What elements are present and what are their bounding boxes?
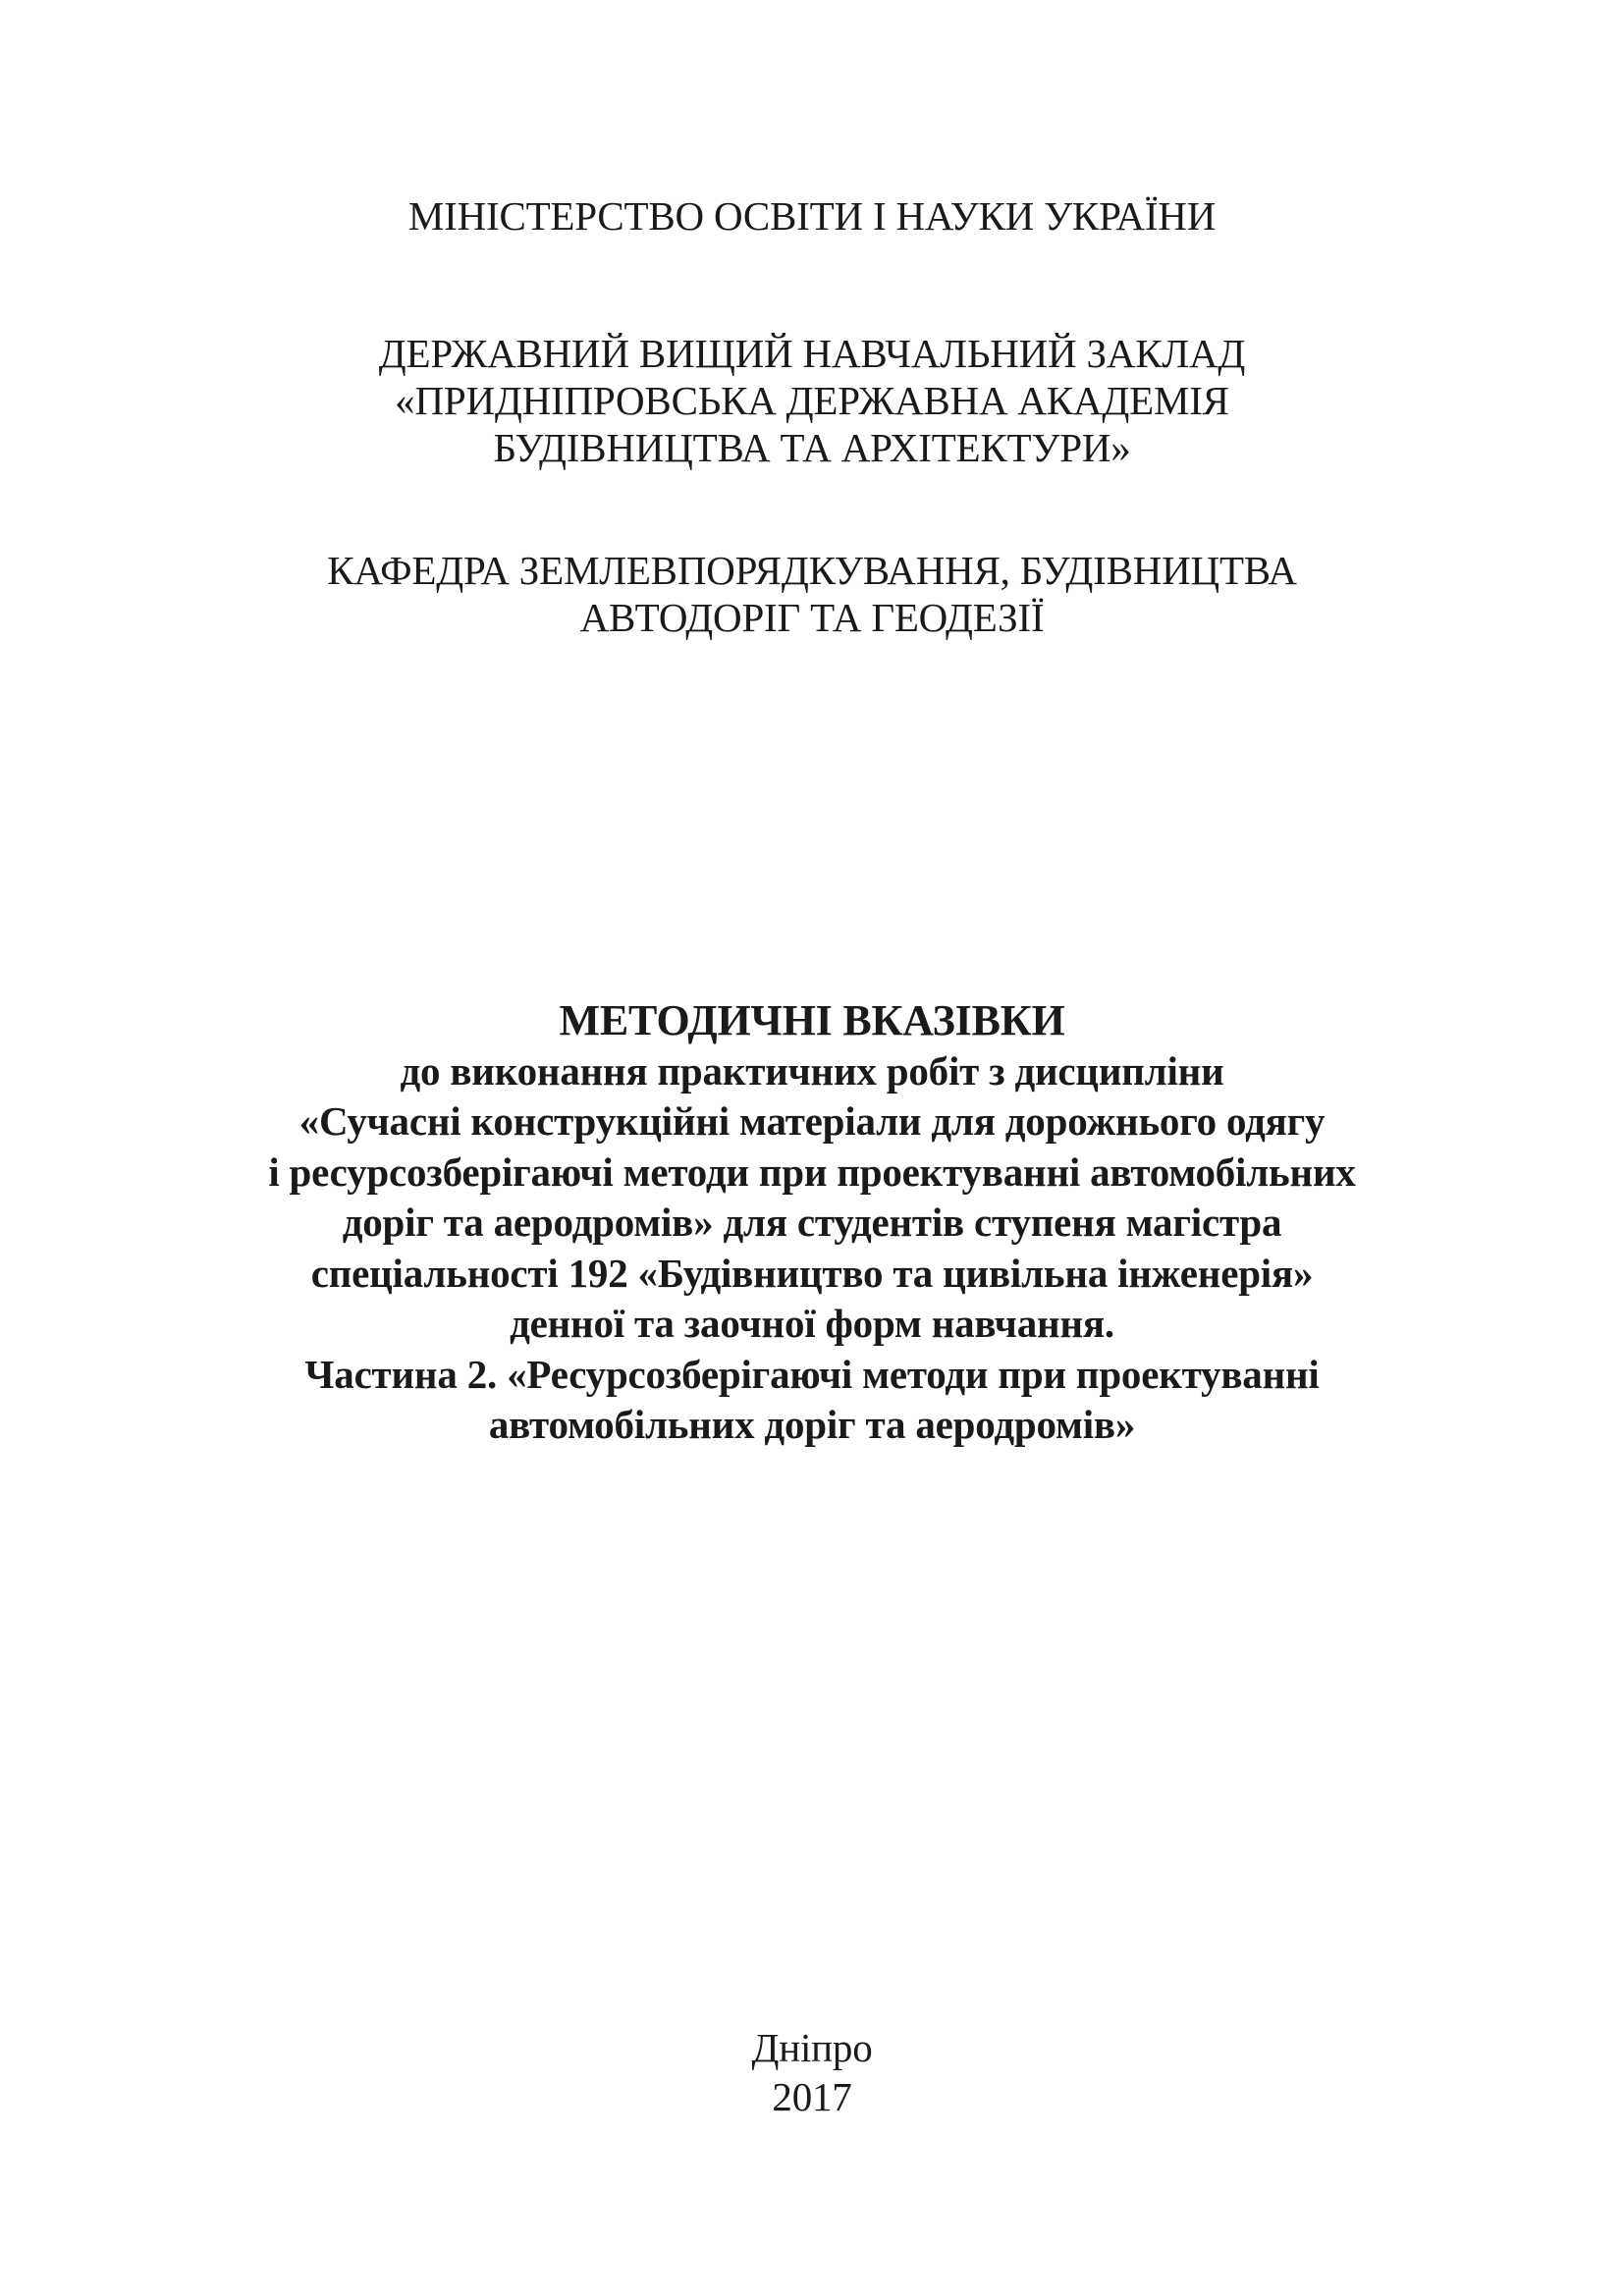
subtitle-line-5: спеціальності 192 «Будівництво та цивільна інженерія» <box>310 1250 1314 1296</box>
ministry-name: МІНІСТЕРСТВО ОСВІТИ І НАУКИ УКРАЇНИ <box>407 193 1217 239</box>
ministry-header <box>0 192 1624 240</box>
department-line-2: АВТОДОРІГ ТА ГЕОДЕЗІЇ <box>579 595 1045 640</box>
department-header <box>0 547 1624 641</box>
publication-footer <box>0 2023 1624 2121</box>
institution-line-1: ДЕРЖАВНИЙ ВИЩИЙ НАВЧАЛЬНИЙ ЗАКЛАД <box>378 331 1246 376</box>
subtitle-line-8: автомобільних доріг та аеродромів» <box>488 1402 1136 1447</box>
publication-year: 2017 <box>772 2074 852 2119</box>
document-title-block <box>0 995 1624 1451</box>
subtitle-line-4: доріг та аеродромів» для студентів ступеня магістра <box>342 1200 1282 1245</box>
subtitle-line-1: до виконання практичних робіт з дисципліни <box>400 1047 1224 1094</box>
subtitle-line-2: «Сучасні конструкційні матеріали для дорожнього одягу <box>298 1098 1326 1144</box>
publication-city: Дніпро <box>751 2025 873 2070</box>
document-title: МЕТОДИЧНІ ВКАЗІВКИ <box>559 996 1065 1044</box>
subtitle-line-7: Частина 2. «Ресурсозберігаючі методи при проектуванні <box>304 1351 1320 1397</box>
institution-line-2: «ПРИДНІПРОВСЬКА ДЕРЖАВНА АКАДЕМІЯ <box>395 378 1229 423</box>
institution-header <box>0 330 1624 471</box>
institution-line-3: БУДІВНИЦТВА ТА АРХІТЕКТУРИ» <box>493 425 1131 470</box>
subtitle-line-6: денної та заочної форм навчання. <box>510 1301 1114 1346</box>
department-line-1: КАФЕДРА ЗЕМЛЕВПОРЯДКУВАННЯ, БУДІВНИЦТВА <box>327 548 1297 593</box>
subtitle-line-3: і ресурсозберігаючі методи при проектуванні автомобільних <box>268 1148 1356 1195</box>
